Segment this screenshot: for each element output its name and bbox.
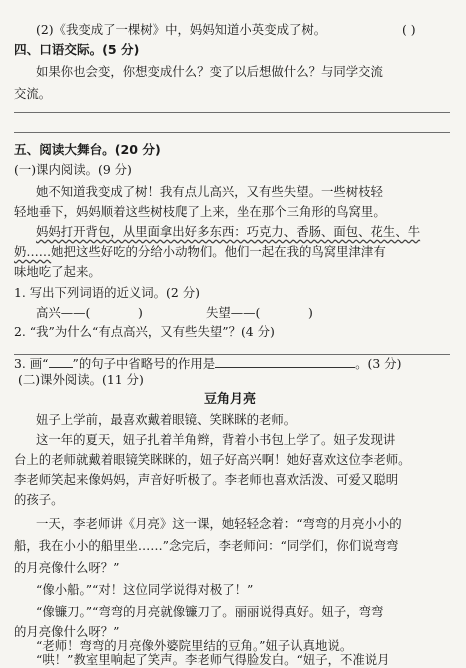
synonym-item: 高兴——( [36,305,91,320]
ellipsis-underlined: 奶…… [14,244,52,259]
question-text-part: 。(3 分) [355,356,402,371]
synonym-item-close: ) [308,305,313,320]
subsection-heading: (二)课外阅读。(11 分) [18,372,144,387]
question-text-part: 3. 画“ [14,356,49,371]
passage-line: 这一年的夏天，妞子扎着羊角辫，背着小书包上学了。妞子发现讲 [36,432,396,447]
passage-line: 李老师笑起来像妈妈，声音好听极了。李老师也喜欢活泼、可爱又聪明 [14,472,399,487]
passage-line-underlined: 妈妈打开背包，从里面拿出好多东西：巧克力、香肠、面包、花生、牛 [36,224,421,239]
synonym-item: 失望——( [206,305,261,320]
question-text-part: ”的句子中省略号的作用是 [72,356,216,371]
passage-line: 的月亮像什么呀？” [14,560,120,575]
section-heading: 五、阅读大舞台。(20 分) [14,142,161,157]
passage-line: “像小船。”“对！这位同学说得对极了！” [36,582,254,597]
section-heading: 四、口语交际。(5 分) [14,42,140,57]
answer-line [14,112,450,113]
question-text: (2)《我变成了一棵树》中，妈妈知道小英变成了树。 [36,22,327,37]
passage-line: 台上的老师就戴着眼镜笑眯眯的，妞子好高兴啊！她好喜欢这位李老师。 [14,452,411,467]
passage-title: 豆角月亮 [204,392,257,407]
answer-parentheses: ( ) [402,22,416,37]
synonym-item-close: ) [138,305,143,320]
passage-line: 一天，李老师讲《月亮》这一课，她轻轻念着：“弯弯的月亮小小的 [36,516,402,531]
subsection-heading: (一)课内阅读。(9 分) [14,162,132,177]
passage-text: 她把这些好吃的分给小动物们。他们一起在我的鸟窝里津津有 [51,244,386,259]
passage-line: “像镰刀。”“弯弯的月亮就像镰刀了。丽丽说得真好。妞子，弯弯 [36,604,384,619]
question-text: 1. 写出下列词语的近义词。(2 分) [14,285,200,300]
underline-blank [49,367,73,368]
passage-line: 轻地垂下，妈妈顺着这些树枝爬了上来，坐在那个三角形的鸟窝里。 [14,204,386,219]
passage-line: 的月亮像什么呀？” [14,624,120,639]
passage-line: 味地吃了起来。 [14,264,101,279]
answer-line [14,354,450,355]
passage-line: “老师！弯弯的月亮像外婆院里结的豆角。”妞子认真地说。 [36,638,353,653]
passage-line [14,244,386,260]
passage-line: “哄！”教室里响起了笑声。李老师气得脸发白。“妞子，不准说月 [36,652,390,667]
passage-line: 妞子上学前，最喜欢戴着眼镜、笑眯眯的老师。 [36,412,297,427]
answer-line [14,132,450,133]
prompt-text: 交流。 [14,86,52,101]
prompt-text: 如果你也会变，你想变成什么？变了以后想做什么？与同学交流 [36,64,383,79]
answer-blank[interactable] [215,367,355,368]
question-text [14,356,401,372]
passage-line: 的孩子。 [14,492,64,507]
passage-line: 她不知道我变成了树！我有点儿高兴，又有些失望。一些树枝轻 [36,184,383,199]
passage-line: 船，我在小小的船里坐……”念完后，李老师问：“同学们，你们说弯弯 [14,538,399,553]
question-text: 2. “我”为什么“有点高兴，又有些失望”？(4 分) [14,324,275,339]
